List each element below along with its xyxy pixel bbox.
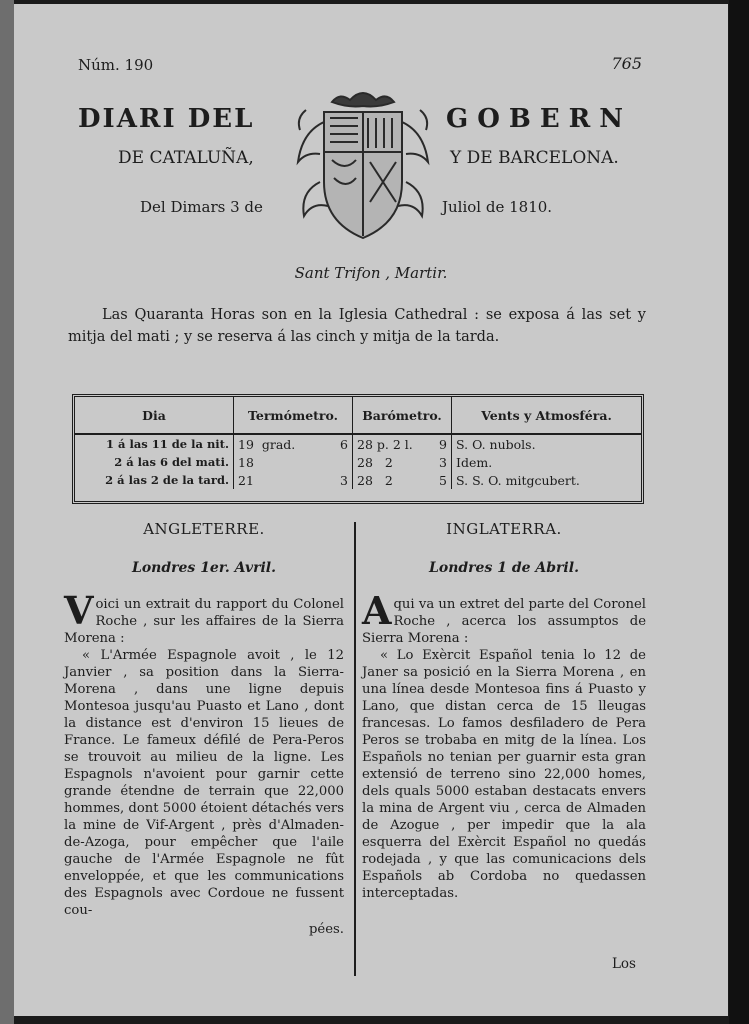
- french-continuation: pées.: [308, 922, 344, 937]
- coat-of-arms-emblem: [290, 82, 436, 244]
- catalan-report-text: « Lo Exèrcit Español tenia lo 12 de Janer sa posició en la Sierra Morena , en una línea desde Montesoa fins á Puasto y Lano, que distan cerca de 15 lleugas francesas. Lo famos desfiladero de Pera Peros se trobaba en mitg de la línea. Los Españols no tenian per guarnir esta gran extensió de terreno sino 22,000 homes, dels quals 5000 estaban destacats envers la mina de Argent viu , cerca de Almaden de Azogue , per impedir que la ala esquerra del Exèrcit Español no quedás rodejada , y que las comunicacions dels Españols ab Cordoba no quedassen interceptadas.: [362, 648, 646, 901]
- masthead-title-left: DIARI DEL: [78, 104, 255, 134]
- masthead-subtitle-left: DE CATALUÑA,: [118, 148, 254, 168]
- date-right: Juliol de 1810.: [442, 198, 553, 216]
- saint-of-the-day: Sant Trifon , Martir.: [294, 264, 448, 282]
- newspaper-page: [14, 4, 728, 1016]
- column-divider: [354, 522, 356, 976]
- french-report-text: « L'Armée Espagnole avoit , le 12 Janvier , sa position dans la Sierra-Morena , dans une ligne depuis Montesoa jusqu'au Puasto et Lano , dont la distance est d'environ 15 lieues de France. Le fameux défilé de Pera-Peros se trouvoit au milieu de la ligne. Les Espagnols n'avoient pour garnir cette grande étendne de terrain que 22,000 hommes, dont 5000 étoient détachés vers la mine de Vif-Argent , près d'Almaden-de-Azoga, pour empêcher que l'aile gauche de l'Armée Espagnole ne fût enveloppée, et que les communications des Espagnols avec Cordoue ne fussent cou-: [64, 648, 344, 918]
- french-dropcap: V: [64, 588, 94, 633]
- cell-barometer: 28 p. 2 l. 9: [353, 434, 452, 453]
- masthead-subtitle-right: Y DE BARCELONA.: [450, 148, 619, 168]
- cell-day: 2 á las 6 del mati.: [75, 453, 234, 471]
- table-row: [75, 453, 641, 471]
- catalan-dropcap: A: [362, 588, 392, 633]
- french-column: [64, 520, 344, 938]
- cell-winds: S. S. O. mitgcubert.: [456, 472, 580, 488]
- book-spine: [0, 0, 14, 1024]
- cell-winds: Idem.: [456, 454, 493, 470]
- cell-barometer: 28 2 5: [353, 471, 452, 489]
- forty-hours-text: Las Quaranta Horas son en la Iglesia Cathedral : se exposa á las set y mitja del mati ; y se reserva á las cinch y mitja de la tarda.: [68, 307, 646, 345]
- col-header-day: Dia: [75, 397, 234, 434]
- catchword: Los: [611, 956, 636, 972]
- forty-hours-notice: [68, 304, 646, 348]
- page-edge-shadow: [729, 0, 749, 1024]
- french-intro: Voici un extrait du rapport du Colonel Roche , sur les affaires de la Sierra Morena :: [64, 588, 344, 646]
- cell-day: 2 á las 2 de la tard.: [75, 471, 234, 489]
- catalan-heading: INGLATERRA.: [446, 520, 562, 538]
- table-row: [75, 471, 641, 489]
- masthead-title-right: GOBERN: [446, 104, 633, 134]
- cell-thermometer: 19 grad. 6: [234, 434, 353, 453]
- catalan-dateline: Londres 1 de Abril.: [429, 560, 579, 576]
- issue-number: Núm. 190: [78, 56, 154, 74]
- weather-table: [72, 394, 644, 504]
- french-dateline: Londres 1er. Avril.: [132, 560, 276, 576]
- cell-day: 1 á las 11 de la nit.: [75, 434, 234, 453]
- col-header-thermometer: Termómetro.: [234, 397, 353, 434]
- col-header-barometer: Barómetro.: [353, 397, 452, 434]
- french-heading: ANGLETERRE.: [143, 520, 265, 538]
- col-header-winds: Vents y Atmosféra.: [452, 397, 642, 434]
- page-number: 765: [611, 54, 642, 73]
- date-left: Del Dimars 3 de: [140, 198, 263, 216]
- cell-barometer: 28 2 3: [353, 453, 452, 471]
- table-row: [75, 434, 641, 453]
- cell-thermometer: 18: [234, 453, 353, 471]
- cell-winds: S. O. nubols.: [456, 436, 536, 452]
- catalan-column: [362, 520, 646, 902]
- cell-thermometer: 21 3: [234, 471, 353, 489]
- catalan-intro: Aqui va un extret del parte del Coronel Roche , acerca los assumptos de Sierra Morena :: [362, 588, 646, 646]
